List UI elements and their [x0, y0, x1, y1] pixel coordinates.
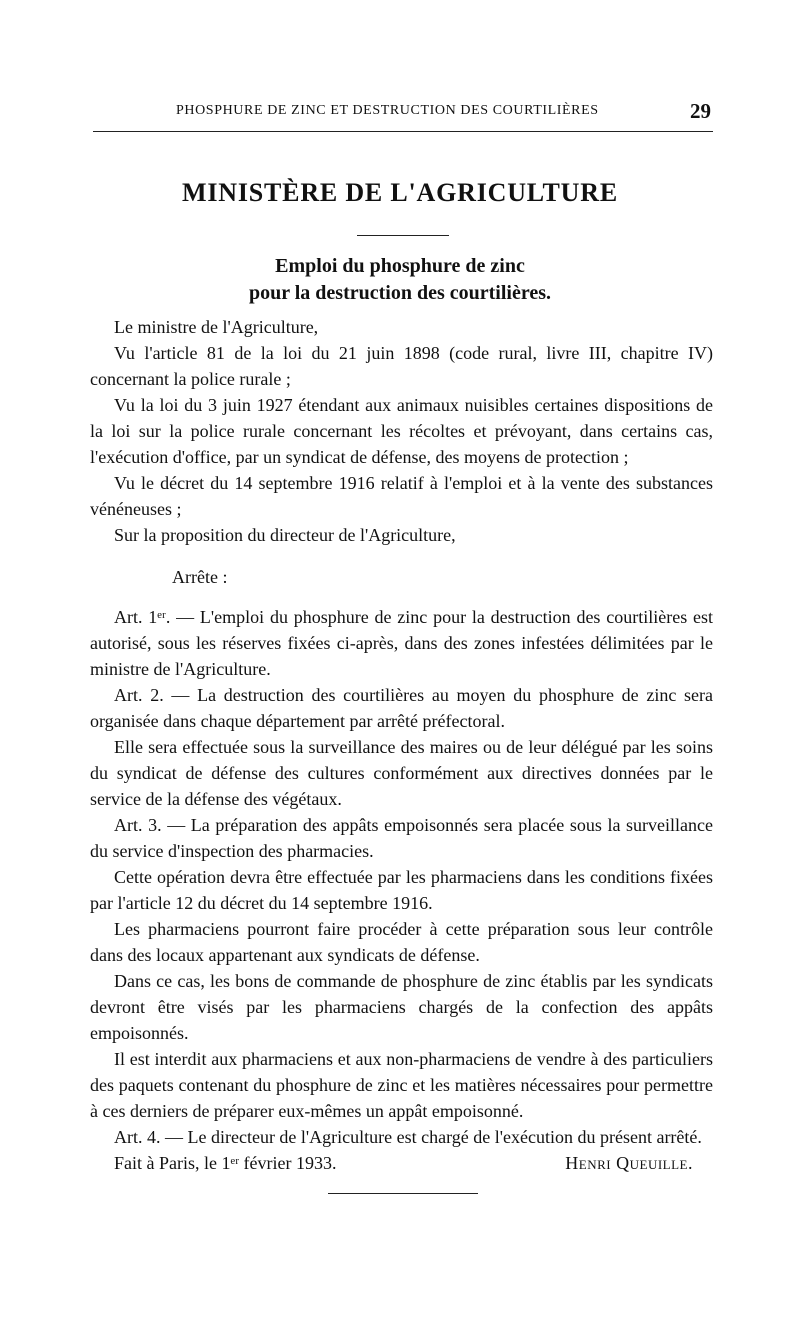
article-3-paragraph-4: Il est interdit aux pharmaciens et aux non-pharmaciens de vendre à des particuliers des paquets contenant du phosphure de zinc et les matières nécessaires pour permettre à ces derniers de préparer eux-mêmes un appât empoisonné. [90, 1049, 713, 1121]
decree-body [90, 314, 713, 1176]
article-2: Art. 2. — La destruction des courtilières au moyen du phosphure de zinc sera organisée dans chaque département par arrêté préfectoral. [90, 685, 713, 731]
arrete-heading: Arrête : [172, 567, 228, 587]
preamble-vu-article: Vu l'article 81 de la loi du 21 juin 1898 (code rural, livre III, chapitre IV) concernant la police rurale ; [90, 343, 713, 389]
article-3-paragraph-1: Cette opération devra être effectuée par les pharmaciens dans les conditions fixées par l'article 12 du décret du 14 septembre 1916. [90, 867, 713, 913]
subtitle-line-2: pour la destruction des courtilières. [248, 282, 552, 304]
preamble-vu-decret: Vu le décret du 14 septembre 1916 relatif à l'emploi et à la vente des substances vénéneuses ; [90, 473, 713, 519]
article-3-paragraph-3: Dans ce cas, les bons de commande de phosphure de zinc établis par les syndicats devront être visés par les pharmaciens chargés de la confection des appâts empoisonnés. [90, 971, 713, 1043]
page-number: 29 [690, 99, 711, 123]
subtitle-line-1: Emploi du phosphure de zinc [275, 255, 525, 277]
article-3-paragraph-2: Les pharmaciens pourront faire procéder à cette préparation sous leur contrôle dans des locaux appartenant aux syndicats de défense. [90, 919, 713, 965]
running-head: PHOSPHURE DE ZINC ET DESTRUCTION DES COURTILIÈRES [176, 103, 599, 118]
signoff-line [90, 1150, 713, 1176]
article-1: Art. 1ᵉʳ. — L'emploi du phosphure de zinc pour la destruction des courtilières est autorisé, sous les réserves fixées ci-après, dans des zones infestées délimitées par le ministre de l'Agriculture. [90, 607, 713, 679]
signature: Henri Queuille. [565, 1153, 693, 1173]
ministry-title: MINISTÈRE DE L'AGRICULTURE [182, 178, 618, 207]
preamble-minister: Le ministre de l'Agriculture, [114, 317, 319, 337]
article-2-paragraph: Elle sera effectuée sous la surveillance des maires ou de leur délégué par les soins du syndicat de défense des cultures conformément aux directives données par le service de la défense des végétaux. [90, 737, 713, 809]
date-line: Fait à Paris, le 1ᵉʳ février 1933. [114, 1153, 337, 1173]
preamble-vu-loi: Vu la loi du 3 juin 1927 étendant aux animaux nuisibles certaines dispositions de la loi sur la police rurale concernant les récoltes et prévoyant, dans certains cas, l'exécution d'office, par un syndicat de défense, des moyens de protection ; [90, 395, 713, 467]
article-4: Art. 4. — Le directeur de l'Agriculture est chargé de l'exécution du présent arrêté. [114, 1127, 702, 1147]
title-rule [357, 235, 449, 236]
preamble-proposition: Sur la proposition du directeur de l'Agriculture, [114, 525, 456, 545]
article-3: Art. 3. — La préparation des appâts empoisonnés sera placée sous la surveillance du service d'inspection des pharmacies. [90, 815, 713, 861]
header-rule [93, 131, 713, 132]
footer-rule [328, 1193, 478, 1194]
